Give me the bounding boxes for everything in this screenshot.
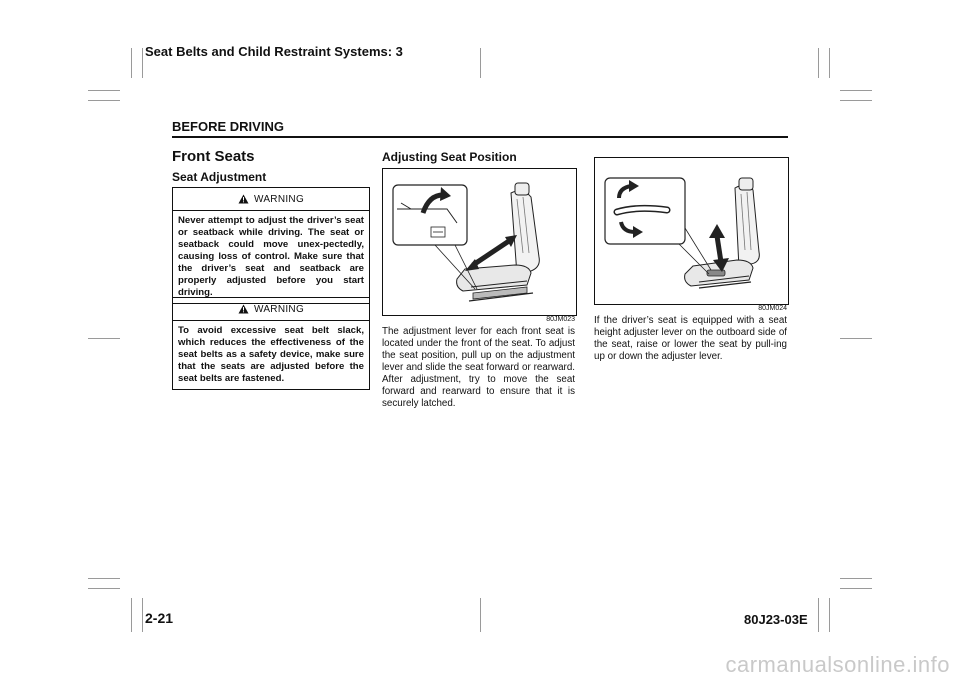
crop-mark [88,338,120,339]
crop-mark [818,598,819,632]
warning-text: Never attempt to adjust the driver’s seat or seatback while driving. The seat or seatback could move unex-pectedly, causing loss of control. Make sure that the driver’s seat and seatback are properly adjusted before you start driving. [178,215,364,298]
crop-mark [818,48,819,78]
crop-mark [840,578,872,579]
warning-triangle-icon [238,304,249,314]
crop-mark [142,48,143,78]
crop-mark [142,598,143,632]
crop-mark [480,598,481,632]
seat-slide-figure [382,168,577,316]
warning-label: WARNING [253,303,305,315]
header-rule [172,136,788,138]
crop-mark [840,588,872,589]
warning-label: WARNING [253,193,305,205]
body-paragraph: The adjustment lever for each front seat is located under the front of the seat. To adjust the seat position, pull up on the adjustment lever and slide the seat forward or rearward. After adjustment, try to move the seat forward and rearward to ensure that it is securely latched. [382,326,575,409]
crop-mark [829,598,830,632]
crop-mark [88,588,120,589]
document-code: 80J23-03E [744,612,808,627]
watermark: carmanualsonline.info [725,652,950,677]
seat-height-illustration [595,158,788,304]
seat-height-figure [594,157,789,305]
warning-triangle-icon [238,194,249,204]
page-title: Front Seats [172,148,255,165]
warning-box [172,187,370,304]
crop-mark [131,48,132,78]
crop-mark [88,578,120,579]
crop-mark [88,90,120,91]
section-heading: Adjusting Seat Position [382,150,517,164]
seat-slide-illustration [383,169,576,315]
section-title: BEFORE DRIVING [172,119,284,134]
page-number: 2-21 [145,610,174,626]
warning-text: To avoid excessive seat belt slack, which reduces the effectiveness of the seat belts as a safety device, make sure that the seats are adjusted before the seat belts are fastened. [178,325,364,384]
warning-box [172,297,370,390]
crop-mark [840,100,872,101]
figure-code: 80JM024 [758,305,787,312]
subsection-title: Seat Adjustment [172,170,267,184]
warning-header [173,188,369,211]
crop-mark [480,48,481,78]
figure-code: 80JM023 [546,316,575,323]
crop-mark [131,598,132,632]
crop-mark [840,338,872,339]
crop-mark [88,100,120,101]
warning-header [173,298,369,321]
crop-mark [829,48,830,78]
running-header: Seat Belts and Child Restraint Systems: 3 [145,44,403,59]
body-paragraph: If the driver’s seat is equipped with a seat height adjuster lever on the outboard side of the seat, raise or lower the seat by pull-ing up or down the adjuster lever. [594,315,787,362]
crop-mark [840,90,872,91]
